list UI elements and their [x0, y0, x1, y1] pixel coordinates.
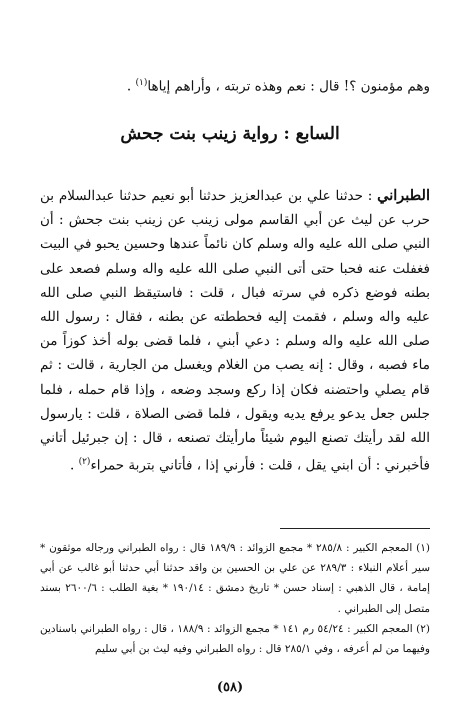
footnote-ref-2: (٢): [78, 457, 91, 468]
page-number: (٥٨): [216, 680, 244, 695]
intro-paragraph: [40, 72, 430, 98]
footnote-ref-1: (١): [135, 78, 148, 88]
narration-end: .: [69, 457, 79, 474]
footnote-divider: [280, 528, 430, 529]
footnotes: [40, 538, 430, 659]
narration-text: : حدثنا علي بن عبدالعزيز حدثنا أبو نعيم حدثنا عبدالسلام بن حرب عن ليث عن أبي القاسم مولى زينب عن زينب بنت جحش : أن النبي صلى الله عليه واله وسلم كان نائماً عندها وحسين يحبو في البيت فغفلت عنه فحبا حتى أتى النبي صلى الله عليه واله وسلم فصعد على بطنه فوضع ذكره في سرته فبال ، قلت : فاستيقظ النبي صلى الله عليه واله وسلم ، فقمت إليه فحططته عن بطنه ، فقال : رسول الله صلى الله عليه واله وسلم : دعي أبني ، فلما قضى بوله أخذ كوزاً من ماء فصبه ، وقال : إنه يصب من الغلام ويغسل من الجارية ، قالت : ثم قام يصلي واحتضنه فكان إذا ركع وسجد وضعه ، وإذا قام حمله ، فلما جلس جعل يدعو يرفع يديه ويقول ، فلما قضى الصلاة ، قلت : يارسول الله لقد رأيتك تصنع اليوم شيئاً مارأيتك تصنعه ، قال : إن جبرئيل أتاني فأخبرني : أن ابني يقل ، قلت : فأرني إذا ، فأتاني بتربة حمراء: [40, 188, 430, 474]
intro-text: وهم مؤمنون ؟! قال : نعم وهذه تربته ، وأراهم إياها: [147, 78, 430, 95]
section-title: رواية زينب بنت جحش: [120, 124, 284, 144]
section-heading: [0, 124, 460, 144]
narrator-name: الطبراني: [377, 187, 430, 204]
footnote-2: (٢) المعجم الكبير : ٥٤/٢٤ رم ١٤١ * مجمع الزوائد : ١٨٨/٩ ، قال : رواه الطبراني باسنادين وفيهما من لم أعرفه ، وفي ٢٨٥/١ قال : رواه الطبراني وفيه ليث بن أبي سليم: [40, 622, 430, 656]
intro-end: .: [126, 78, 136, 95]
narration-paragraph: [40, 184, 430, 478]
footnote-1: (١) المعجم الكبير : ٢٨٥/٨ * مجمع الزوائد : ١٨٩/٩ قال : رواه الطبراني ورجاله موثقون * سير أعلام النبلاء : ٢٨٩/٣ عن علي بن الحسين بن واقد حدثنا أبي حدثنا أبو غالب عن أبي إمامة ، قال الذهبي : إسناد حسن * تاريخ دمشق : ١٩٠/١٤ * بغية الطلب : ٢٦٠٠/٦ بسند متصل إلى الطبراني .: [40, 542, 431, 615]
section-ordinal: السابع :: [283, 124, 340, 144]
